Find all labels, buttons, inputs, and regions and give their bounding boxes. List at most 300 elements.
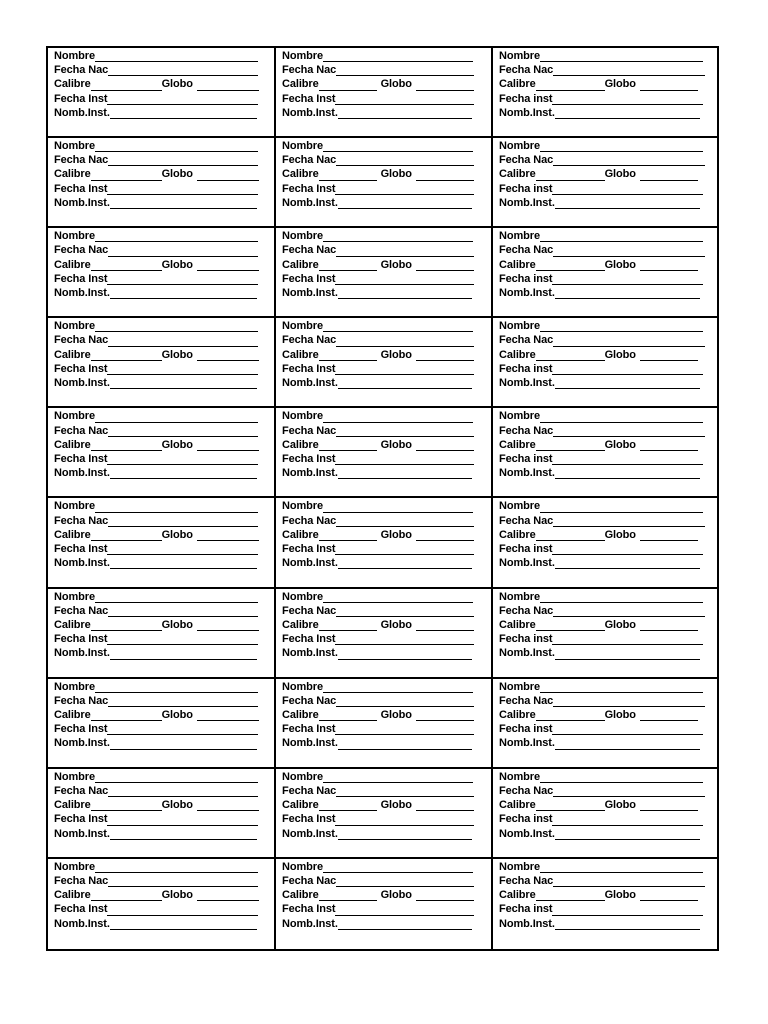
- nomb-inst-field[interactable]: [555, 649, 700, 660]
- globo-field[interactable]: [640, 80, 698, 91]
- calibre-globo-row: [493, 167, 717, 181]
- nombre-field[interactable]: [540, 412, 703, 423]
- calibre-label: Calibre: [499, 799, 536, 812]
- nombre-field[interactable]: [323, 772, 473, 783]
- nombre-row: [48, 590, 274, 604]
- calibre-field[interactable]: [536, 260, 605, 271]
- globo-field[interactable]: [640, 800, 698, 811]
- nomb-inst-field[interactable]: [338, 288, 472, 299]
- fecha-inst-field[interactable]: [107, 544, 258, 555]
- nombre-field[interactable]: [323, 231, 473, 242]
- fecha-nac-label: Fecha Nac: [282, 875, 337, 888]
- globo-field[interactable]: [197, 170, 259, 181]
- nombre-field[interactable]: [95, 51, 258, 62]
- calibre-field[interactable]: [319, 710, 377, 721]
- nomb-inst-row: [493, 196, 717, 210]
- fecha-nac-field[interactable]: [553, 336, 705, 347]
- globo-field[interactable]: [416, 620, 474, 631]
- calibre-field[interactable]: [319, 620, 377, 631]
- globo-field[interactable]: [640, 440, 698, 451]
- fecha-inst-field[interactable]: [335, 544, 474, 555]
- nomb-inst-field[interactable]: [338, 829, 472, 840]
- calibre-label: Calibre: [54, 168, 91, 181]
- calibre-field[interactable]: [319, 260, 377, 271]
- globo-label: Globo: [604, 799, 636, 812]
- nomb-inst-row: [276, 196, 491, 210]
- fecha-nac-field[interactable]: [336, 65, 474, 76]
- label-card: [48, 408, 276, 498]
- nomb-inst-label: Nomb.Inst.: [282, 917, 338, 930]
- fecha-inst-label: Fecha Inst: [54, 452, 108, 465]
- label-card: [48, 228, 276, 318]
- nomb-inst-field[interactable]: [555, 378, 700, 389]
- nomb-inst-field[interactable]: [110, 198, 257, 209]
- calibre-field[interactable]: [536, 890, 605, 901]
- fecha-inst-label: Fecha inst: [499, 633, 553, 646]
- globo-label: Globo: [161, 168, 193, 181]
- fecha-inst-field[interactable]: [107, 274, 258, 285]
- globo-field[interactable]: [416, 800, 474, 811]
- nombre-field[interactable]: [540, 141, 703, 152]
- nombre-field[interactable]: [95, 592, 258, 603]
- nombre-field[interactable]: [323, 862, 473, 873]
- fecha-inst-row: [493, 92, 717, 106]
- globo-field[interactable]: [640, 350, 698, 361]
- globo-field[interactable]: [640, 890, 698, 901]
- calibre-field[interactable]: [536, 710, 605, 721]
- fecha-nac-field[interactable]: [553, 426, 705, 437]
- nomb-inst-row: [493, 466, 717, 480]
- nomb-inst-label: Nomb.Inst.: [499, 377, 555, 390]
- globo-field[interactable]: [640, 170, 698, 181]
- fecha-inst-label: Fecha Inst: [282, 452, 336, 465]
- nombre-field[interactable]: [323, 682, 473, 693]
- calibre-globo-row: [48, 167, 274, 181]
- nomb-inst-row: [493, 646, 717, 660]
- globo-label: Globo: [161, 258, 193, 271]
- fecha-nac-field[interactable]: [108, 516, 258, 527]
- calibre-field[interactable]: [91, 80, 162, 91]
- nombre-row: [48, 409, 274, 423]
- fecha-inst-field[interactable]: [552, 94, 703, 105]
- nomb-inst-field[interactable]: [555, 288, 700, 299]
- nombre-label: Nombre: [499, 680, 540, 693]
- calibre-field[interactable]: [319, 890, 377, 901]
- fecha-inst-field[interactable]: [335, 94, 474, 105]
- fecha-nac-field[interactable]: [553, 516, 705, 527]
- nomb-inst-field[interactable]: [555, 739, 700, 750]
- calibre-field[interactable]: [91, 890, 162, 901]
- fecha-inst-row: [48, 452, 274, 466]
- globo-label: Globo: [604, 618, 636, 631]
- nombre-row: [493, 319, 717, 333]
- label-card: [276, 228, 493, 318]
- calibre-field[interactable]: [91, 620, 162, 631]
- fecha-inst-field[interactable]: [552, 905, 703, 916]
- calibre-field[interactable]: [536, 530, 605, 541]
- nombre-field[interactable]: [540, 592, 703, 603]
- nombre-field[interactable]: [540, 682, 703, 693]
- nomb-inst-field[interactable]: [110, 829, 257, 840]
- fecha-nac-field[interactable]: [108, 336, 258, 347]
- nombre-field[interactable]: [95, 772, 258, 783]
- globo-label: Globo: [161, 889, 193, 902]
- nomb-inst-field[interactable]: [110, 919, 257, 930]
- calibre-field[interactable]: [319, 350, 377, 361]
- calibre-label: Calibre: [499, 709, 536, 722]
- globo-field[interactable]: [416, 350, 474, 361]
- nomb-inst-row: [493, 736, 717, 750]
- globo-label: Globo: [380, 78, 412, 91]
- nomb-inst-field[interactable]: [110, 108, 257, 119]
- fecha-inst-label: Fecha Inst: [54, 633, 108, 646]
- calibre-field[interactable]: [91, 710, 162, 721]
- calibre-field[interactable]: [91, 260, 162, 271]
- fecha-inst-row: [48, 92, 274, 106]
- calibre-field[interactable]: [91, 530, 162, 541]
- fecha-nac-row: [48, 604, 274, 618]
- label-card: [48, 679, 276, 769]
- fecha-nac-label: Fecha Nac: [54, 784, 109, 797]
- nomb-inst-field[interactable]: [338, 649, 472, 660]
- nombre-label: Nombre: [54, 680, 95, 693]
- calibre-field[interactable]: [91, 350, 162, 361]
- nombre-field[interactable]: [323, 592, 473, 603]
- globo-field[interactable]: [197, 350, 259, 361]
- calibre-label: Calibre: [54, 799, 91, 812]
- nomb-inst-label: Nomb.Inst.: [282, 286, 338, 299]
- nomb-inst-label: Nomb.Inst.: [54, 647, 110, 660]
- calibre-globo-row: [493, 77, 717, 91]
- fecha-inst-field[interactable]: [335, 815, 474, 826]
- fecha-nac-field[interactable]: [336, 786, 474, 797]
- calibre-field[interactable]: [536, 800, 605, 811]
- nombre-row: [276, 139, 491, 153]
- fecha-inst-field[interactable]: [335, 634, 474, 645]
- calibre-field[interactable]: [319, 800, 377, 811]
- nomb-inst-label: Nomb.Inst.: [54, 196, 110, 209]
- fecha-nac-field[interactable]: [553, 246, 705, 257]
- globo-field[interactable]: [416, 80, 474, 91]
- nombre-field[interactable]: [540, 502, 703, 513]
- fecha-inst-field[interactable]: [107, 364, 258, 375]
- globo-label: Globo: [604, 709, 636, 722]
- globo-field[interactable]: [416, 890, 474, 901]
- nombre-field[interactable]: [540, 862, 703, 873]
- fecha-inst-field[interactable]: [552, 544, 703, 555]
- fecha-nac-field[interactable]: [336, 426, 474, 437]
- nomb-inst-field[interactable]: [338, 739, 472, 750]
- fecha-nac-row: [276, 514, 491, 528]
- calibre-field[interactable]: [536, 170, 605, 181]
- nombre-field[interactable]: [540, 321, 703, 332]
- calibre-label: Calibre: [499, 258, 536, 271]
- nomb-inst-field[interactable]: [555, 558, 700, 569]
- nombre-field[interactable]: [95, 141, 258, 152]
- globo-label: Globo: [161, 618, 193, 631]
- nombre-label: Nombre: [54, 770, 95, 783]
- fecha-inst-field[interactable]: [552, 364, 703, 375]
- calibre-field[interactable]: [91, 440, 162, 451]
- fecha-inst-field[interactable]: [335, 724, 474, 735]
- fecha-nac-label: Fecha Nac: [54, 64, 109, 77]
- nombre-label: Nombre: [54, 590, 95, 603]
- fecha-inst-row: [276, 812, 491, 826]
- globo-field[interactable]: [197, 440, 259, 451]
- fecha-nac-field[interactable]: [108, 65, 258, 76]
- nombre-row: [493, 409, 717, 423]
- fecha-inst-field[interactable]: [335, 364, 474, 375]
- nomb-inst-field[interactable]: [110, 739, 257, 750]
- calibre-globo-row: [276, 348, 491, 362]
- fecha-inst-field[interactable]: [552, 454, 703, 465]
- nomb-inst-field[interactable]: [338, 558, 472, 569]
- nombre-row: [48, 49, 274, 63]
- nombre-label: Nombre: [282, 410, 323, 423]
- calibre-field[interactable]: [536, 350, 605, 361]
- fecha-inst-field[interactable]: [552, 724, 703, 735]
- calibre-field[interactable]: [319, 80, 377, 91]
- label-card: [48, 589, 276, 679]
- nomb-inst-row: [493, 376, 717, 390]
- fecha-nac-row: [48, 424, 274, 438]
- fecha-nac-field[interactable]: [108, 246, 258, 257]
- globo-field[interactable]: [197, 530, 259, 541]
- fecha-inst-field[interactable]: [335, 454, 474, 465]
- fecha-nac-row: [493, 514, 717, 528]
- nombre-field[interactable]: [323, 321, 473, 332]
- globo-field[interactable]: [197, 710, 259, 721]
- nomb-inst-field[interactable]: [555, 108, 700, 119]
- fecha-nac-field[interactable]: [108, 155, 258, 166]
- calibre-label: Calibre: [282, 78, 319, 91]
- fecha-nac-field[interactable]: [108, 696, 258, 707]
- globo-field[interactable]: [416, 710, 474, 721]
- fecha-inst-row: [48, 632, 274, 646]
- fecha-nac-row: [48, 333, 274, 347]
- fecha-nac-field[interactable]: [108, 876, 258, 887]
- fecha-nac-label: Fecha Nac: [54, 334, 109, 347]
- nombre-field[interactable]: [95, 862, 258, 873]
- calibre-globo-row: [276, 798, 491, 812]
- nombre-field[interactable]: [95, 412, 258, 423]
- fecha-nac-label: Fecha Nac: [499, 64, 554, 77]
- nombre-row: [276, 590, 491, 604]
- nomb-inst-label: Nomb.Inst.: [499, 917, 555, 930]
- nomb-inst-field[interactable]: [110, 468, 257, 479]
- nomb-inst-row: [276, 736, 491, 750]
- nomb-inst-field[interactable]: [555, 829, 700, 840]
- fecha-inst-label: Fecha Inst: [282, 182, 336, 195]
- nombre-field[interactable]: [323, 141, 473, 152]
- calibre-globo-row: [493, 258, 717, 272]
- nomb-inst-label: Nomb.Inst.: [282, 737, 338, 750]
- calibre-field[interactable]: [319, 170, 377, 181]
- fecha-inst-label: Fecha inst: [499, 362, 553, 375]
- nomb-inst-field[interactable]: [555, 198, 700, 209]
- nombre-row: [48, 229, 274, 243]
- globo-label: Globo: [380, 618, 412, 631]
- label-card: [493, 48, 717, 138]
- fecha-inst-label: Fecha inst: [499, 813, 553, 826]
- fecha-nac-field[interactable]: [553, 155, 705, 166]
- fecha-nac-label: Fecha Nac: [499, 244, 554, 257]
- globo-field[interactable]: [197, 800, 259, 811]
- nomb-inst-field[interactable]: [110, 649, 257, 660]
- fecha-inst-field[interactable]: [552, 184, 703, 195]
- fecha-nac-field[interactable]: [336, 516, 474, 527]
- nombre-field[interactable]: [540, 51, 703, 62]
- nomb-inst-field[interactable]: [110, 288, 257, 299]
- nomb-inst-row: [48, 646, 274, 660]
- globo-field[interactable]: [640, 620, 698, 631]
- nombre-field[interactable]: [95, 321, 258, 332]
- calibre-label: Calibre: [282, 618, 319, 631]
- fecha-inst-label: Fecha Inst: [282, 633, 336, 646]
- fecha-nac-field[interactable]: [108, 606, 258, 617]
- fecha-nac-row: [493, 63, 717, 77]
- fecha-nac-field[interactable]: [553, 65, 705, 76]
- globo-field[interactable]: [197, 890, 259, 901]
- fecha-inst-label: Fecha Inst: [54, 543, 108, 556]
- globo-label: Globo: [380, 799, 412, 812]
- fecha-nac-field[interactable]: [108, 786, 258, 797]
- calibre-label: Calibre: [499, 528, 536, 541]
- globo-field[interactable]: [640, 260, 698, 271]
- nomb-inst-field[interactable]: [338, 108, 472, 119]
- calibre-field[interactable]: [91, 170, 162, 181]
- fecha-inst-label: Fecha Inst: [54, 272, 108, 285]
- calibre-globo-row: [493, 438, 717, 452]
- fecha-nac-row: [276, 694, 491, 708]
- fecha-nac-field[interactable]: [336, 696, 474, 707]
- globo-label: Globo: [604, 258, 636, 271]
- nombre-label: Nombre: [54, 49, 95, 62]
- nombre-field[interactable]: [95, 502, 258, 513]
- nomb-inst-row: [276, 917, 491, 931]
- globo-field[interactable]: [640, 530, 698, 541]
- fecha-nac-field[interactable]: [336, 155, 474, 166]
- fecha-nac-row: [493, 874, 717, 888]
- fecha-inst-field[interactable]: [107, 184, 258, 195]
- nombre-field[interactable]: [540, 772, 703, 783]
- calibre-field[interactable]: [536, 440, 605, 451]
- fecha-nac-label: Fecha Nac: [499, 875, 554, 888]
- nomb-inst-field[interactable]: [338, 919, 472, 930]
- nomb-inst-field[interactable]: [555, 919, 700, 930]
- calibre-label: Calibre: [54, 348, 91, 361]
- label-card: [276, 48, 493, 138]
- fecha-inst-field[interactable]: [552, 634, 703, 645]
- fecha-inst-label: Fecha Inst: [54, 362, 108, 375]
- nomb-inst-field[interactable]: [338, 378, 472, 389]
- globo-label: Globo: [161, 799, 193, 812]
- nombre-field[interactable]: [323, 51, 473, 62]
- fecha-inst-field[interactable]: [107, 634, 258, 645]
- calibre-globo-row: [48, 888, 274, 902]
- fecha-inst-field[interactable]: [107, 905, 258, 916]
- fecha-inst-row: [276, 362, 491, 376]
- fecha-nac-row: [493, 604, 717, 618]
- fecha-nac-row: [276, 153, 491, 167]
- fecha-nac-row: [48, 243, 274, 257]
- nomb-inst-field[interactable]: [338, 198, 472, 209]
- fecha-nac-field[interactable]: [553, 606, 705, 617]
- fecha-nac-field[interactable]: [553, 876, 705, 887]
- label-sheet: [46, 46, 719, 951]
- nomb-inst-field[interactable]: [338, 468, 472, 479]
- globo-label: Globo: [380, 258, 412, 271]
- label-card: [493, 408, 717, 498]
- globo-field[interactable]: [197, 80, 259, 91]
- nombre-label: Nombre: [54, 410, 95, 423]
- globo-field[interactable]: [416, 170, 474, 181]
- fecha-inst-field[interactable]: [107, 815, 258, 826]
- fecha-inst-field[interactable]: [335, 274, 474, 285]
- fecha-nac-field[interactable]: [336, 876, 474, 887]
- fecha-nac-field[interactable]: [336, 336, 474, 347]
- fecha-inst-label: Fecha Inst: [54, 723, 108, 736]
- calibre-globo-row: [493, 798, 717, 812]
- nombre-field[interactable]: [540, 231, 703, 242]
- nombre-field[interactable]: [323, 502, 473, 513]
- nombre-row: [276, 680, 491, 694]
- globo-field[interactable]: [416, 440, 474, 451]
- fecha-inst-field[interactable]: [552, 815, 703, 826]
- nomb-inst-row: [493, 917, 717, 931]
- fecha-inst-field[interactable]: [107, 724, 258, 735]
- fecha-inst-field[interactable]: [107, 94, 258, 105]
- globo-field[interactable]: [416, 530, 474, 541]
- fecha-inst-field[interactable]: [107, 454, 258, 465]
- fecha-inst-field[interactable]: [335, 184, 474, 195]
- fecha-nac-field[interactable]: [336, 246, 474, 257]
- nomb-inst-label: Nomb.Inst.: [282, 647, 338, 660]
- calibre-label: Calibre: [282, 168, 319, 181]
- nomb-inst-field[interactable]: [110, 558, 257, 569]
- calibre-field[interactable]: [319, 530, 377, 541]
- calibre-globo-row: [493, 348, 717, 362]
- nomb-inst-field[interactable]: [555, 468, 700, 479]
- fecha-nac-field[interactable]: [553, 696, 705, 707]
- fecha-inst-field[interactable]: [335, 905, 474, 916]
- nombre-field[interactable]: [95, 231, 258, 242]
- globo-field[interactable]: [197, 620, 259, 631]
- globo-field[interactable]: [416, 260, 474, 271]
- calibre-label: Calibre: [54, 258, 91, 271]
- fecha-inst-field[interactable]: [552, 274, 703, 285]
- fecha-nac-field[interactable]: [336, 606, 474, 617]
- fecha-nac-row: [493, 424, 717, 438]
- nomb-inst-field[interactable]: [110, 378, 257, 389]
- calibre-label: Calibre: [499, 438, 536, 451]
- calibre-field[interactable]: [536, 80, 605, 91]
- fecha-nac-field[interactable]: [553, 786, 705, 797]
- calibre-field[interactable]: [91, 800, 162, 811]
- nomb-inst-label: Nomb.Inst.: [499, 196, 555, 209]
- nomb-inst-label: Nomb.Inst.: [499, 286, 555, 299]
- calibre-field[interactable]: [536, 620, 605, 631]
- nombre-field[interactable]: [95, 682, 258, 693]
- calibre-field[interactable]: [319, 440, 377, 451]
- calibre-globo-row: [48, 348, 274, 362]
- globo-field[interactable]: [640, 710, 698, 721]
- globo-field[interactable]: [197, 260, 259, 271]
- nombre-field[interactable]: [323, 412, 473, 423]
- fecha-nac-field[interactable]: [108, 426, 258, 437]
- fecha-inst-label: Fecha inst: [499, 272, 553, 285]
- nomb-inst-row: [493, 827, 717, 841]
